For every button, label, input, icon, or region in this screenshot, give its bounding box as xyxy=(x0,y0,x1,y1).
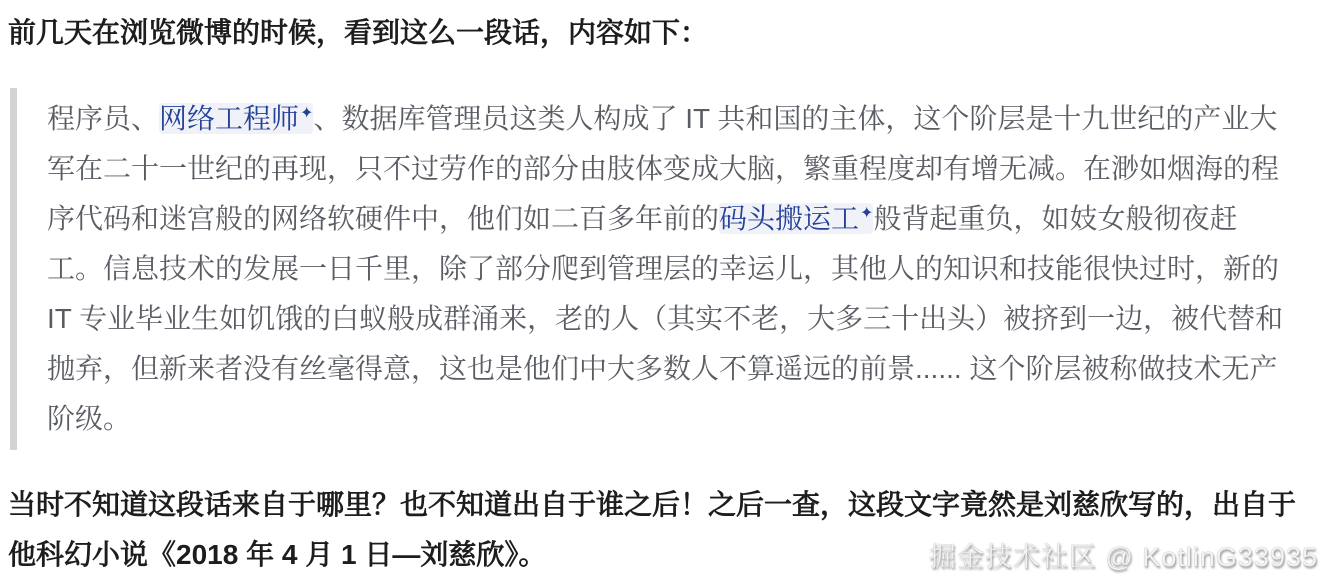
quote-text-segment: 、数据库管理员这类人构成了 IT 共和国的主体，这个阶层是十九世纪的产业大军在二十一世纪的再现，只不过劳作的部分由肢体变成大脑，繁重程度却有增无减。在渺如烟海的程序代码和迷宫般的网络软硬件中，他们如二百多年前的 xyxy=(47,103,1280,234)
quote-text-segment: 程序员、 xyxy=(47,103,160,134)
quote-content xyxy=(47,103,1283,434)
outro-paragraph: 当时不知道这段话来自于哪里？也不知道出自于谁之后！之后一查，这段文字竟然是刘慈欣写的，出自于他科幻小说《2018 年 4 月 1 日—刘慈欣》。 xyxy=(8,489,1297,570)
sparkle-icon: ✦ xyxy=(860,205,874,222)
sparkle-icon: ✦ xyxy=(300,105,314,122)
quote-text-segment: 般背起重负，如妓女般彻夜赶工。信息技术的发展一日千里，除了部分爬到管理层的幸运儿，其他人的知识和技能很快过时，新的 IT 专业毕业生如饥饿的白蚁般成群涌来，老的人（其实不老，大多三十出头）被挤到一边，被代替和抛弃，但新来者没有丝毫得意，这也是他们中大多数人不算遥远的前景...... 这个阶层被称做技术无产阶级。 xyxy=(47,203,1284,434)
watermark: 掘金技术社区 @ KotlinG33935 xyxy=(928,542,1318,572)
quote-block xyxy=(10,88,1314,450)
inline-link[interactable]: 码头搬运工✦ xyxy=(719,203,874,234)
intro-paragraph: 前几天在浏览微博的时候，看到这么一段话，内容如下： xyxy=(8,17,709,48)
inline-link[interactable]: 网络工程师✦ xyxy=(159,103,314,134)
